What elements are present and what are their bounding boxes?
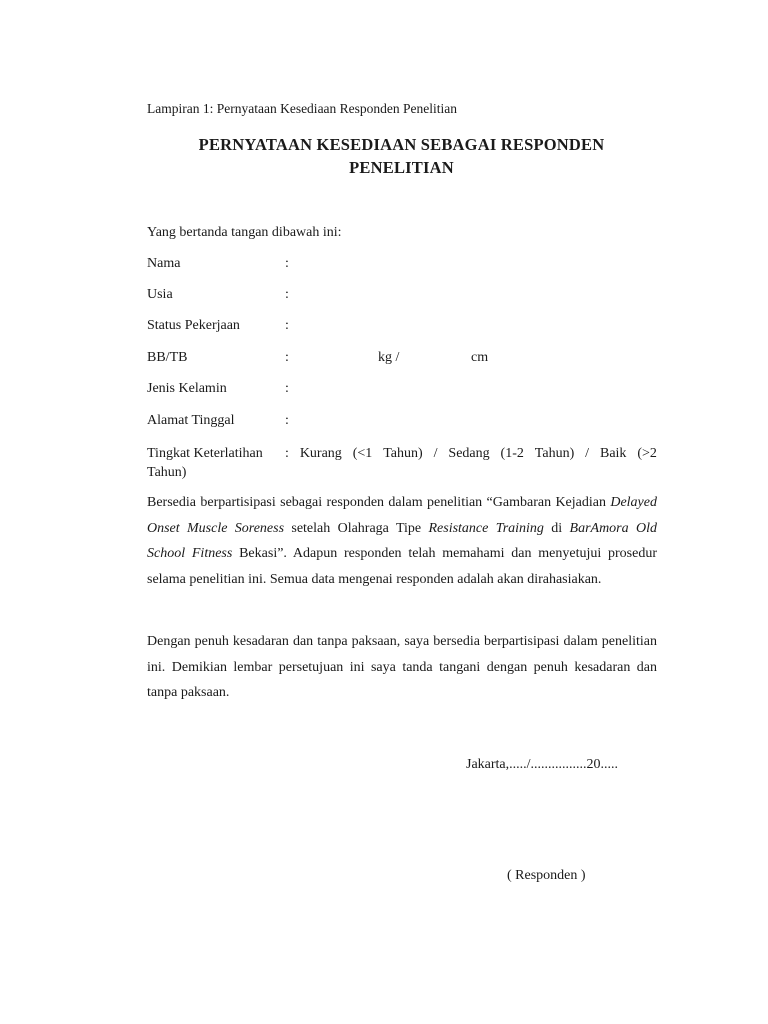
field-label-alamat-tinggal: Alamat Tinggal [147, 413, 235, 428]
field-colon: : [285, 350, 289, 365]
paragraph-text: Bersedia berpartisipasi sebagai responden dalam penelitian “Gambaran Kejadian [147, 495, 611, 510]
training-level-continuation: Tahun) [147, 465, 187, 480]
field-label-tingkat-keterlatihan: Tingkat Keterlatihan [147, 446, 263, 461]
intro-text: Yang bertanda tangan dibawah ini: [147, 225, 342, 240]
option-word: Kurang [299, 446, 342, 461]
consent-paragraph [147, 490, 657, 592]
option-word: (<1 [352, 446, 373, 461]
place-date-line: Jakarta,...../................20..... [466, 757, 619, 772]
field-label-usia: Usia [147, 287, 173, 302]
paragraph-text: setelah Olahraga Tipe [284, 520, 429, 536]
option-word: (>2 [637, 446, 657, 461]
field-label-bb-tb: BB/TB [147, 350, 188, 365]
field-colon: : [285, 413, 289, 428]
field-label-status-pekerjaan: Status Pekerjaan [147, 318, 240, 333]
declaration-paragraph: Dengan penuh kesadaran dan tanpa paksaan, saya bersedia berpartisipasi dalam penelitian ini. Demikian lembar persetujuan ini saya tanda tangani dengan penuh kesadaran dan tanpa paksaan. [147, 634, 657, 701]
training-level-row [147, 444, 657, 482]
option-word: Tahun) [383, 446, 423, 461]
option-word: Baik [599, 446, 627, 461]
colon: : [285, 446, 289, 461]
paragraph-italic-text: BarAmora Old School Fitness [147, 520, 657, 562]
option-word: (1-2 [500, 446, 524, 461]
unit-kg: kg / [378, 350, 400, 365]
document-title: PERNYATAAN KESEDIAAN SEBAGAI RESPONDEN PENELITIAN [198, 135, 605, 177]
attachment-label: Lampiran 1: Pernyataan Kesediaan Responden Penelitian [147, 101, 458, 116]
option-separator: / [433, 446, 438, 461]
option-word: Tahun) [534, 446, 575, 461]
respondent-signature-label: ( Responden ) [507, 868, 586, 883]
paragraph-italic-text: Resistance Training [428, 520, 544, 536]
training-level-options [285, 444, 657, 463]
field-colon: : [285, 256, 289, 271]
field-colon: : [285, 287, 289, 302]
field-label-jenis-kelamin: Jenis Kelamin [147, 381, 227, 396]
option-word: Sedang [448, 446, 490, 461]
paragraph-text: di [543, 520, 570, 536]
field-colon: : [285, 318, 289, 333]
paragraph-italic-text: Delayed Onset Muscle Soreness [147, 495, 657, 536]
unit-cm: cm [471, 350, 489, 365]
option-separator: / [585, 446, 590, 461]
field-label-nama: Nama [147, 256, 181, 271]
paragraph-text: Bekasi”. Adapun responden telah memahami dan menyetujui prosedur selama penelitian ini. Semua data mengenai responden adalah akan dirahasiakan. [147, 546, 657, 587]
field-colon: : [285, 381, 289, 396]
